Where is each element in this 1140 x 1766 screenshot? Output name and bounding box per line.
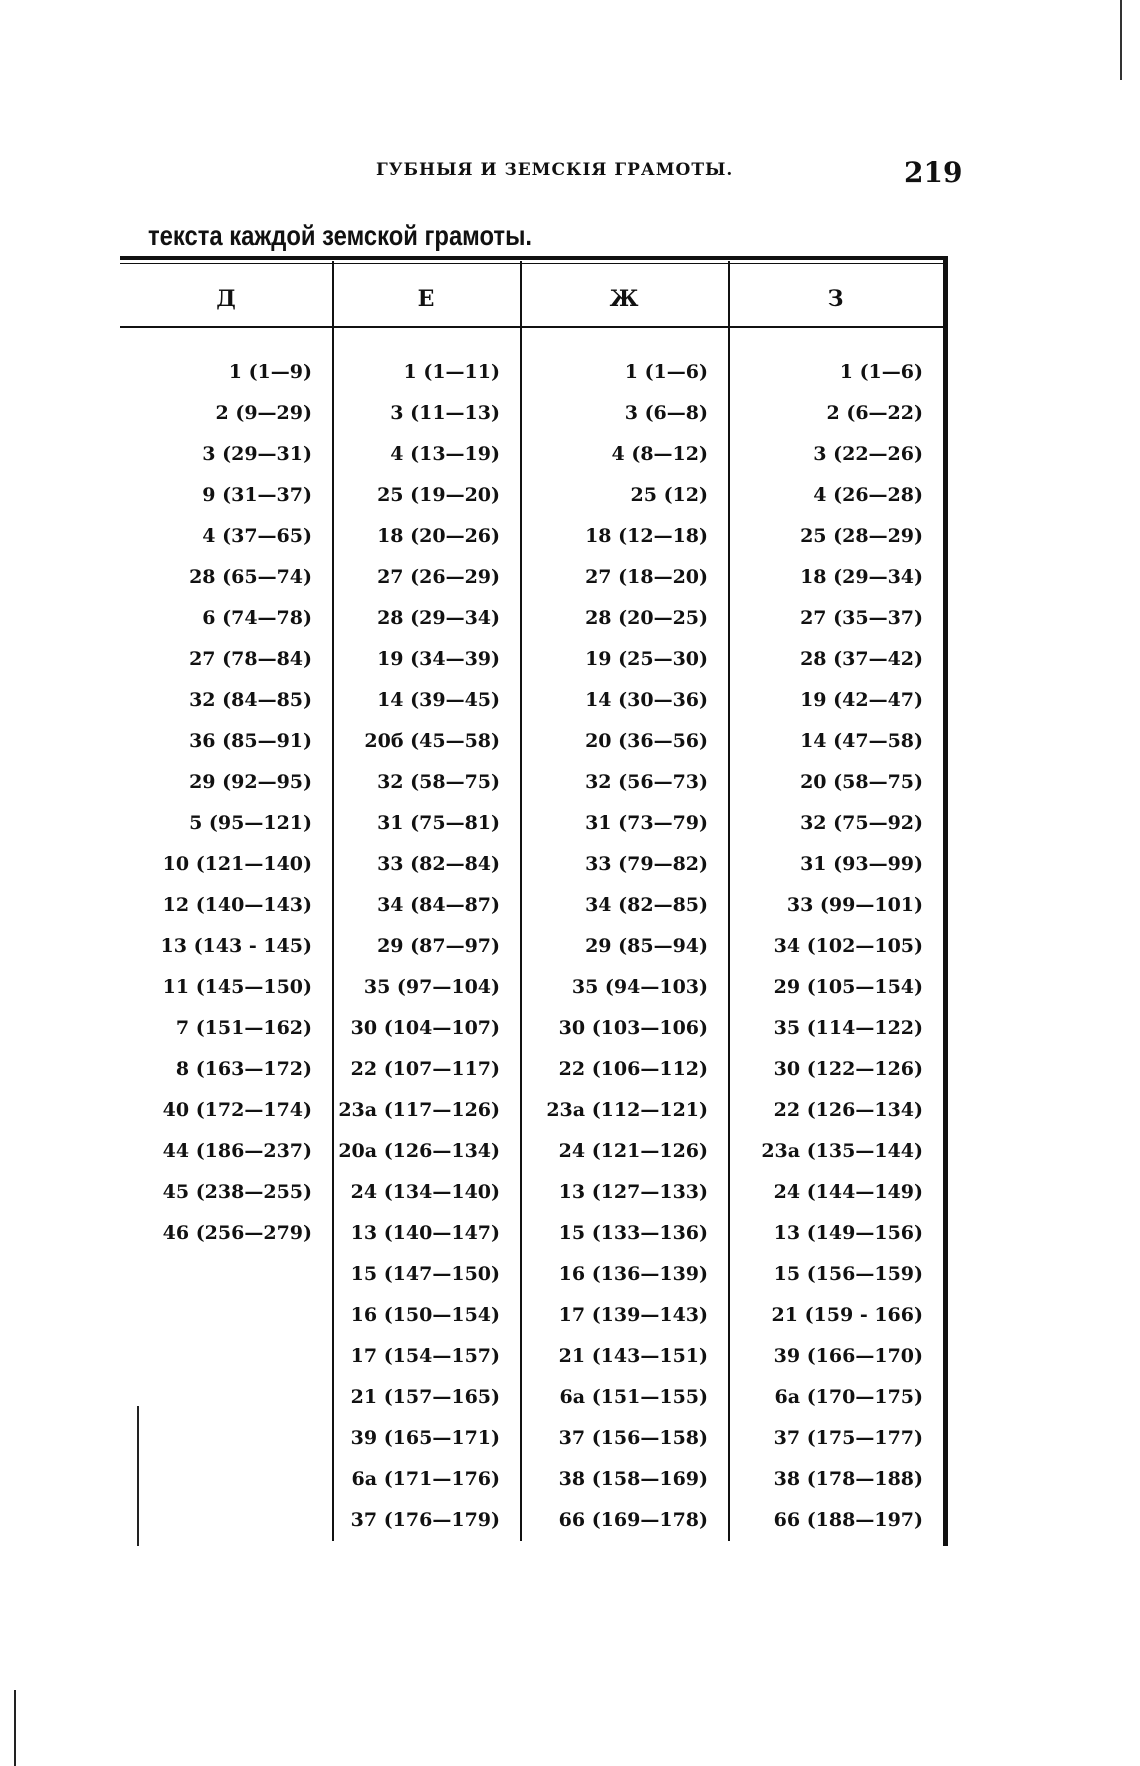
- table-cell: 29 (87—97): [377, 935, 500, 957]
- table-cell: 1 (1—9): [228, 361, 312, 383]
- column-heading: Ж: [609, 286, 639, 312]
- table-cell: 28 (20—25): [585, 607, 708, 629]
- table-cell: 23а (112—121): [546, 1099, 708, 1121]
- table-cell: 19 (34—39): [377, 648, 500, 670]
- table-cell: 31 (75—81): [377, 812, 500, 834]
- table-cell: 21 (157—165): [350, 1386, 500, 1408]
- table-cell: 6а (171—176): [351, 1468, 500, 1490]
- table-cell: 38 (178—188): [773, 1468, 923, 1490]
- table-cell: 17 (139—143): [558, 1304, 708, 1326]
- column-heading: Е: [417, 286, 435, 312]
- running-title: ГУБНЫЯ И ЗЕМСКІЯ ГРАМОТЫ.: [376, 160, 734, 180]
- table-cell: 11 (145—150): [162, 976, 312, 998]
- table-cell: 13 (127—133): [558, 1181, 708, 1203]
- column-divider: [332, 261, 334, 1541]
- table-top-thin-rule: [120, 263, 948, 264]
- table-cell: 46 (256—279): [162, 1222, 312, 1244]
- table-cell: 19 (25—30): [585, 648, 708, 670]
- table-cell: 66 (169—178): [558, 1509, 708, 1531]
- table-cell: 14 (47—58): [800, 730, 923, 752]
- margin-mark: [14, 1690, 16, 1766]
- table-cell: 35 (97—104): [363, 976, 500, 998]
- table-cell: 22 (126—134): [773, 1099, 923, 1121]
- table-cell: 22 (107—117): [350, 1058, 500, 1080]
- table-cell: 37 (176—179): [350, 1509, 500, 1531]
- table-cell: 17 (154—157): [350, 1345, 500, 1367]
- table-cell: 39 (166—170): [773, 1345, 923, 1367]
- table-cell: 3 (11—13): [390, 402, 500, 424]
- table-right-rule: [943, 256, 948, 1546]
- table-cell: 1 (1—6): [624, 361, 708, 383]
- table-cell: 33 (82—84): [377, 853, 500, 875]
- table-cell: 34 (82—85): [585, 894, 708, 916]
- table-cell: 4 (13—19): [390, 443, 500, 465]
- table-cell: 27 (26—29): [377, 566, 500, 588]
- table-cell: 23а (117—126): [338, 1099, 500, 1121]
- table-cell: 24 (134—140): [350, 1181, 500, 1203]
- table-cell: 32 (58—75): [377, 771, 500, 793]
- table-cell: 2 (6—22): [826, 402, 923, 424]
- table-cell: 20б (45—58): [364, 730, 500, 752]
- table-cell: 27 (35—37): [800, 607, 923, 629]
- table-cell: 33 (79—82): [585, 853, 708, 875]
- table-cell: 25 (12): [630, 484, 708, 506]
- table-cell: 14 (30—36): [585, 689, 708, 711]
- table-cell: 19 (42—47): [800, 689, 923, 711]
- table-cell: 35 (114—122): [773, 1017, 923, 1039]
- table-cell: 2 (9—29): [215, 402, 312, 424]
- table-cell: 16 (150—154): [350, 1304, 500, 1326]
- table-cell: 3 (6—8): [624, 402, 708, 424]
- column-heading: З: [827, 286, 844, 312]
- table-cell: 15 (147—150): [350, 1263, 500, 1285]
- table-cell: 7 (151—162): [175, 1017, 312, 1039]
- table-cell: 1 (1—11): [403, 361, 500, 383]
- table-cell: 40 (172—174): [162, 1099, 312, 1121]
- column-cells: [761, 352, 923, 1541]
- column-cells: [546, 352, 708, 1541]
- table-cell: 66 (188—197): [773, 1509, 923, 1531]
- table-cell: 33 (99—101): [786, 894, 923, 916]
- table-cell: 30 (122—126): [773, 1058, 923, 1080]
- table-cell: 13 (140—147): [350, 1222, 500, 1244]
- table-cell: 18 (20—26): [377, 525, 500, 547]
- table-cell: 45 (238—255): [162, 1181, 312, 1203]
- column-cells: [161, 352, 312, 1254]
- table-cell: 24 (144—149): [773, 1181, 923, 1203]
- table-cell: 21 (159 - 166): [771, 1304, 923, 1326]
- page-number: 219: [904, 156, 963, 189]
- table-cell: 38 (158—169): [558, 1468, 708, 1490]
- table-header-rule: [120, 326, 948, 328]
- table-cell: 15 (133—136): [558, 1222, 708, 1244]
- table-cell: 28 (65—74): [189, 566, 312, 588]
- table-cell: 32 (84—85): [189, 689, 312, 711]
- table-cell: 6 (74—78): [202, 607, 312, 629]
- table-cell: 44 (186—237): [162, 1140, 312, 1162]
- table-left-rule: [137, 1406, 139, 1546]
- table-cell: 29 (105—154): [773, 976, 923, 998]
- table-cell: 34 (102—105): [773, 935, 923, 957]
- table-cell: 20 (36—56): [585, 730, 708, 752]
- table-cell: 4 (8—12): [611, 443, 708, 465]
- table-cell: 13 (143 - 145): [160, 935, 312, 957]
- table-cell: 32 (56—73): [585, 771, 708, 793]
- table-cell: 28 (37—42): [800, 648, 923, 670]
- table-cell: 29 (85—94): [585, 935, 708, 957]
- table-cell: 29 (92—95): [189, 771, 312, 793]
- table-cell: 16 (136—139): [558, 1263, 708, 1285]
- table-cell: 37 (156—158): [558, 1427, 708, 1449]
- table-cell: 9 (31—37): [202, 484, 312, 506]
- table-cell: 1 (1—6): [839, 361, 923, 383]
- column-cells: [338, 352, 500, 1541]
- table-cell: 3 (22—26): [813, 443, 923, 465]
- table-cell: 23а (135—144): [761, 1140, 923, 1162]
- table-cell: 28 (29—34): [377, 607, 500, 629]
- column-divider: [728, 261, 730, 1541]
- table-top-rule: [120, 256, 948, 260]
- column-heading: Д: [216, 286, 236, 312]
- table-cell: 31 (73—79): [585, 812, 708, 834]
- table-cell: 13 (149—156): [773, 1222, 923, 1244]
- table-cell: 31 (93—99): [800, 853, 923, 875]
- table-cell: 18 (12—18): [585, 525, 708, 547]
- table-cell: 39 (165—171): [350, 1427, 500, 1449]
- table-cell: 30 (104—107): [350, 1017, 500, 1039]
- table-cell: 25 (19—20): [377, 484, 500, 506]
- table-cell: 34 (84—87): [377, 894, 500, 916]
- table-cell: 21 (143—151): [558, 1345, 708, 1367]
- table-cell: 10 (121—140): [162, 853, 312, 875]
- table-cell: 15 (156—159): [773, 1263, 923, 1285]
- table-cell: 27 (18—20): [585, 566, 708, 588]
- column-divider: [520, 261, 522, 1541]
- table-cell: 27 (78—84): [189, 648, 312, 670]
- table-cell: 12 (140—143): [162, 894, 312, 916]
- table-cell: 32 (75—92): [800, 812, 923, 834]
- table-cell: 4 (26—28): [813, 484, 923, 506]
- table-cell: 18 (29—34): [800, 566, 923, 588]
- table-cell: 6а (170—175): [774, 1386, 923, 1408]
- table-cell: 20 (58—75): [800, 771, 923, 793]
- table-cell: 35 (94—103): [571, 976, 708, 998]
- table-cell: 8 (163—172): [175, 1058, 312, 1080]
- table-cell: 5 (95—121): [189, 812, 312, 834]
- table-cell: 22 (106—112): [558, 1058, 708, 1080]
- table-cell: 36 (85—91): [189, 730, 312, 752]
- table-cell: 14 (39—45): [377, 689, 500, 711]
- table-cell: 20а (126—134): [338, 1140, 500, 1162]
- table-cell: 37 (175—177): [773, 1427, 923, 1449]
- page-edge-mark: [1120, 0, 1122, 80]
- table-cell: 24 (121—126): [558, 1140, 708, 1162]
- table-cell: 25 (28—29): [800, 525, 923, 547]
- table-cell: 4 (37—65): [202, 525, 312, 547]
- table-cell: 6а (151—155): [559, 1386, 708, 1408]
- table-subtitle: текста каждой земской грамоты.: [148, 220, 533, 251]
- table-cell: 30 (103—106): [558, 1017, 708, 1039]
- table-cell: 3 (29—31): [202, 443, 312, 465]
